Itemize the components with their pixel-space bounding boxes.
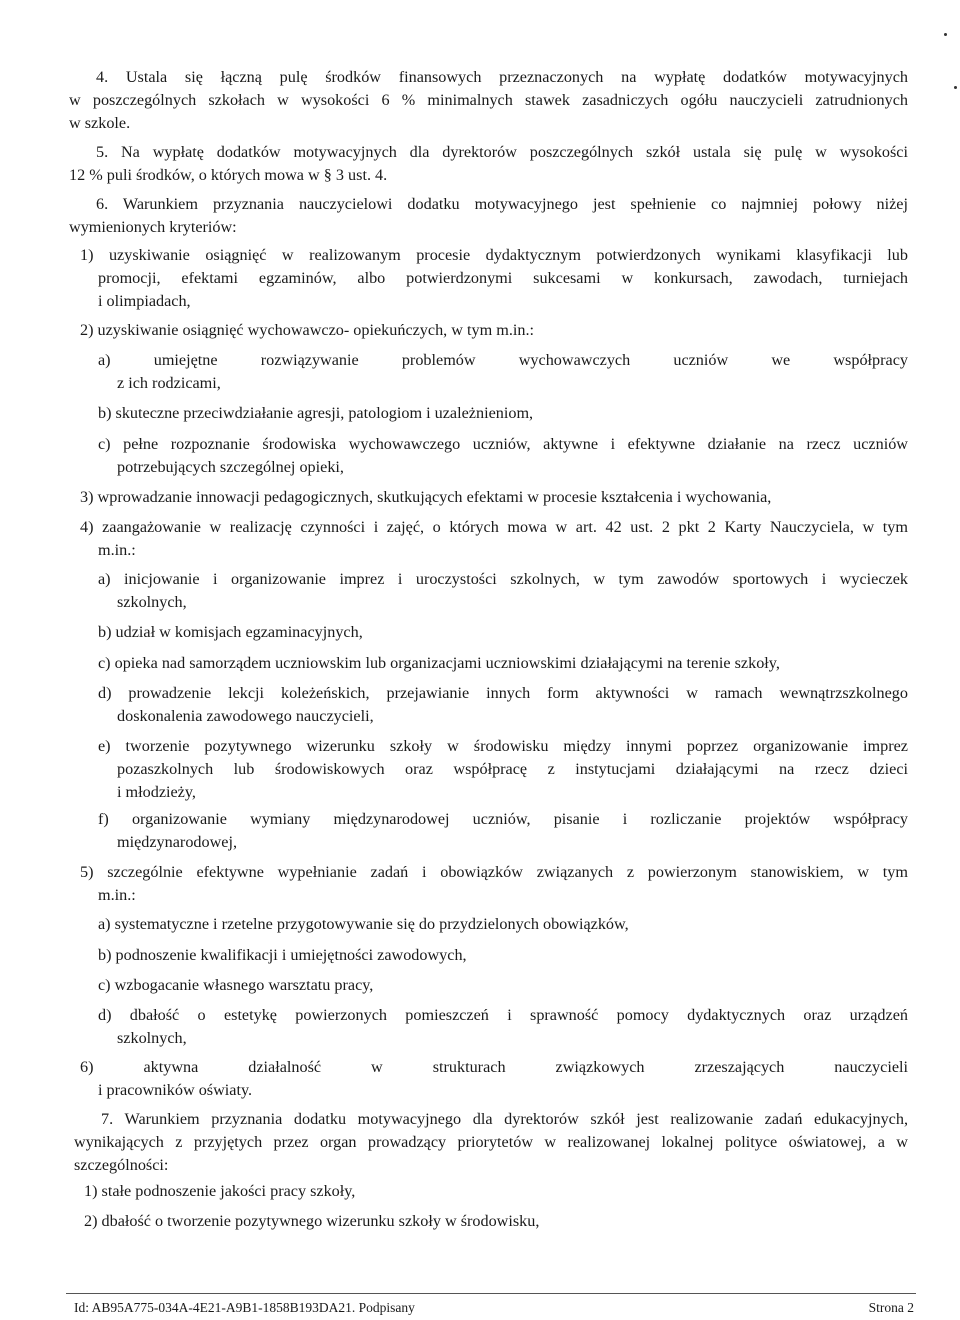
text-line: z ich rodzicami,: [117, 374, 221, 392]
text-line: 7. Warunkiem przyznania dodatku motywacyjnego dla dyrektorów szkół jest realizowanie zadań edukacyjnych,: [101, 1110, 908, 1128]
text-line: wymienionych kryteriów:: [69, 218, 237, 236]
criterion-1: [80, 244, 908, 267]
text-line: i olimpiadach,: [98, 292, 191, 310]
text-line: wynikających z przyjętych przez organ prowadzący priorytetów w realizowanej lokalnej polityce oświatowej, a w: [74, 1133, 908, 1151]
text-line: b) udział w komisjach egzaminacyjnych,: [98, 623, 363, 641]
criterion-2: [80, 319, 908, 342]
text-line: 1) uzyskiwanie osiągnięć w realizowanym procesie dydaktycznym potwierdzonych wynikami klasyfikacji lub: [80, 246, 908, 264]
paragraph-5: [96, 141, 908, 164]
criterion-4d-cont: [117, 705, 908, 728]
text-line: b) skuteczne przeciwdziałanie agresji, patologiom i uzależnieniom,: [98, 404, 534, 422]
text-line: 6. Warunkiem przyznania nauczycielowi dodatku motywacyjnego jest spełnienie co najmniej połowy niżej: [96, 195, 908, 213]
text-line: m.in.:: [98, 541, 136, 559]
director-criterion-2: [84, 1210, 908, 1233]
criterion-2b: [98, 402, 908, 425]
text-line: szczególności:: [74, 1156, 169, 1174]
criterion-2c: [98, 433, 908, 456]
text-line: w poszczególnych szkołach w wysokości 6 % minimalnych stawek zasadniczych ogółu nauczycieli zatrudnionych: [69, 91, 908, 109]
criterion-5: [80, 861, 908, 884]
criterion-4b: [98, 621, 908, 644]
criterion-4: [80, 516, 908, 539]
text-line: 4) zaangażowanie w realizację czynności i zajęć, o których mowa w art. 42 ust. 2 pkt 2 Karty Nauczyciela, w tym: [80, 518, 908, 536]
text-line: i młodzieży,: [117, 783, 196, 801]
text-line: promocji, efektami egzaminów, albo potwierdzonymi sukcesami w konkursach, zawodach, turniejach: [98, 269, 908, 287]
criterion-4-cont: [98, 539, 908, 562]
criterion-4e: [98, 735, 908, 758]
criterion-4a: [98, 568, 908, 591]
criterion-6-cont: [98, 1079, 908, 1102]
criterion-4f-cont: [117, 831, 908, 854]
paragraph-6-cont: [69, 216, 908, 239]
footer-divider: [66, 1293, 916, 1294]
paragraph-4-cont: [69, 89, 908, 135]
scan-speck: [944, 33, 947, 36]
text-line: a) systematyczne i rzetelne przygotowywanie się do przydzielonych obowiązków,: [98, 915, 629, 933]
page-number: Strona 2: [868, 1300, 914, 1315]
criterion-5-cont: [98, 884, 908, 907]
text-line: f) organizowanie wymiany międzynarodowej uczniów, pisanie i rozliczanie projektów współpracy: [98, 810, 908, 828]
paragraph-7-cont: [74, 1131, 908, 1177]
text-line: d) dbałość o estetykę powierzonych pomieszczeń i sprawność pomocy dydaktycznych oraz urządzeń: [98, 1006, 908, 1024]
text-line: c) pełne rozpoznanie środowiska wychowawczego uczniów, aktywne i efektywne działanie na rzecz uczniów: [98, 435, 908, 453]
text-line: c) wzbogacanie własnego warsztatu pracy,: [98, 976, 374, 994]
scan-speck: [954, 86, 957, 89]
text-line: 1) stałe podnoszenie jakości pracy szkoły,: [84, 1182, 356, 1200]
criterion-5d-cont: [117, 1027, 908, 1050]
text-line: b) podnoszenie kwalifikacji i umiejętności zawodowych,: [98, 946, 467, 964]
text-line: c) opieka nad samorządem uczniowskim lub organizacjami uczniowskimi działającymi na terenie szkoły,: [98, 654, 780, 672]
criterion-5b: [98, 944, 908, 967]
text-line: szkolnych,: [117, 1029, 187, 1047]
text-line: w szkole.: [69, 114, 131, 132]
text-line: 3) wprowadzanie innowacji pedagogicznych, skutkujących efektami w procesie kształcenia i wychowania,: [80, 488, 772, 506]
criterion-4d: [98, 682, 908, 705]
text-line: 2) uzyskiwanie osiągnięć wychowawczo- opiekuńczych, w tym m.in.:: [80, 321, 535, 339]
text-line: d) prowadzenie lekcji koleżeńskich, przejawianie innych form aktywności w ramach wewnątrzszkolnego: [98, 684, 908, 702]
text-line: 6) aktywna działalność w strukturach związkowych zrzeszających nauczycieli: [80, 1058, 908, 1076]
criterion-5a: [98, 913, 908, 936]
paragraph-6: [96, 193, 908, 216]
text-line: i pracowników oświaty.: [98, 1081, 253, 1099]
paragraph-4: [96, 66, 908, 89]
text-line: międzynarodowej,: [117, 833, 238, 851]
criterion-4c: [98, 652, 908, 675]
text-line: 2) dbałość o tworzenie pozytywnego wizerunku szkoły w środowisku,: [84, 1212, 540, 1230]
criterion-2a-cont: [117, 372, 908, 395]
criterion-5d: [98, 1004, 908, 1027]
paragraph-5-cont: [69, 164, 908, 187]
criterion-4a-cont: [117, 591, 908, 614]
criterion-4f: [98, 808, 908, 831]
director-criterion-1: [84, 1180, 908, 1203]
criterion-4e-cont: [117, 758, 908, 804]
criterion-1-cont: [98, 267, 908, 313]
criterion-3: [80, 486, 908, 509]
document-id: Id: AB95A775-034A-4E21-A9B1-1858B193DA21. Podpisany: [74, 1300, 415, 1315]
criterion-2c-cont: [117, 456, 908, 479]
criterion-6: [80, 1056, 908, 1079]
text-line: e) tworzenie pozytywnego wizerunku szkoły w środowisku między innymi poprzez organizowanie imprez: [98, 737, 908, 755]
text-line: 5. Na wypłatę dodatków motywacyjnych dla dyrektorów poszczególnych szkół ustala się pulę w wysokości: [96, 143, 908, 161]
text-line: szkolnych,: [117, 593, 187, 611]
text-line: doskonalenia zawodowego nauczycieli,: [117, 707, 374, 725]
paragraph-7: [101, 1108, 908, 1131]
text-line: 5) szczególnie efektywne wypełnianie zadań i obowiązków związanych z powierzonym stanowiskiem, w tym: [80, 863, 908, 881]
criterion-5c: [98, 974, 908, 997]
text-line: a) umiejętne rozwiązywanie problemów wychowawczych uczniów we współpracy: [98, 351, 908, 369]
text-line: 12 % puli środków, o których mowa w § 3 ust. 4.: [69, 166, 388, 184]
criterion-2a: [98, 349, 908, 372]
text-line: m.in.:: [98, 886, 136, 904]
text-line: potrzebujących szczególnej opieki,: [117, 458, 344, 476]
text-line: a) inicjowanie i organizowanie imprez i uroczystości szkolnych, w tym zawodów sportowych i wycieczek: [98, 570, 908, 588]
text-line: pozaszkolnych lub środowiskowych oraz współpracę z instytucjami działającymi na rzecz dzieci: [117, 760, 908, 778]
text-line: 4. Ustala się łączną pulę środków finansowych przeznaczonych na wypłatę dodatków motywacyjnych: [96, 68, 908, 86]
